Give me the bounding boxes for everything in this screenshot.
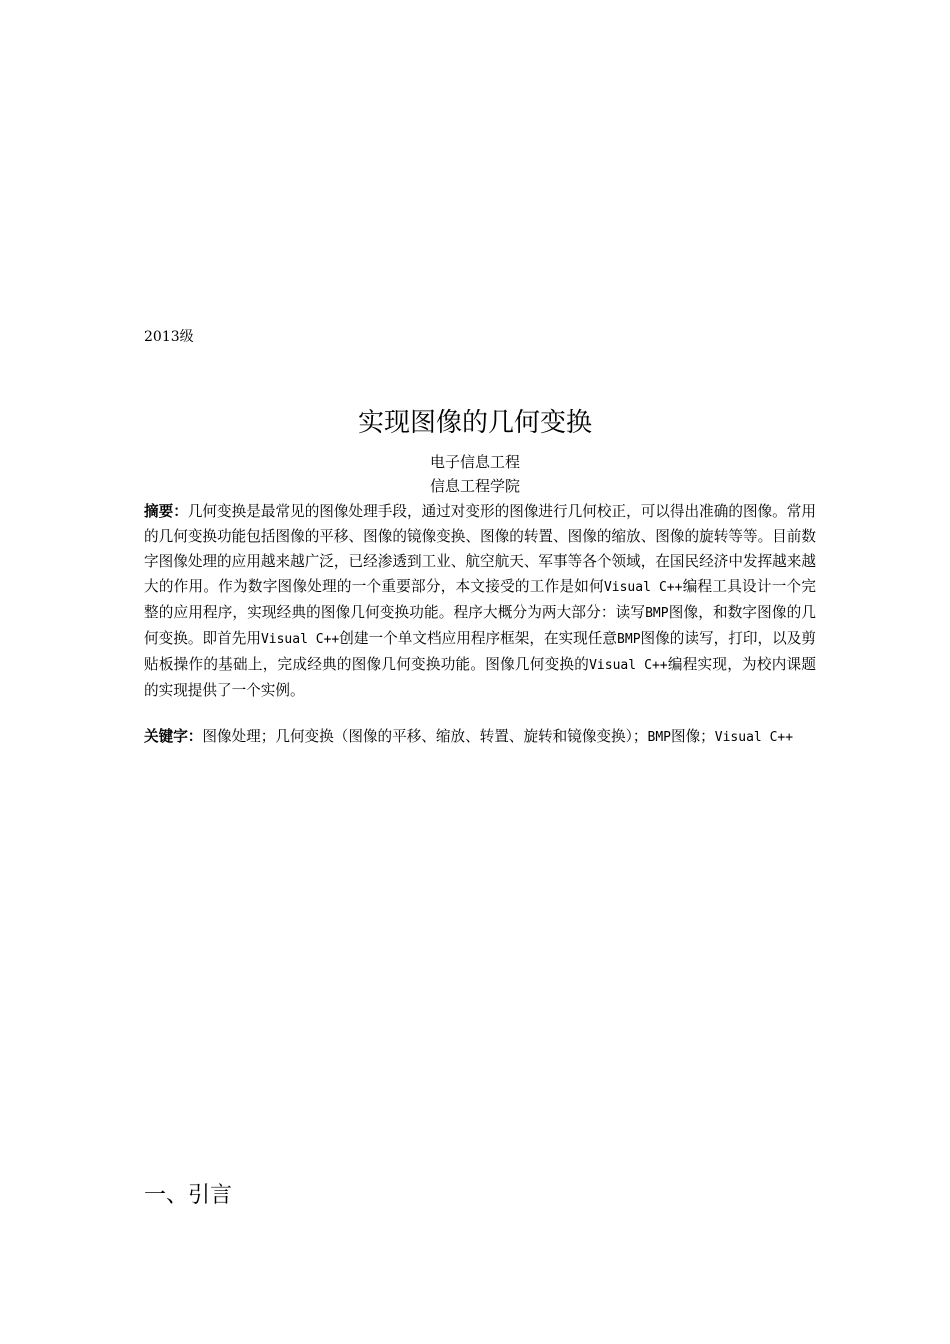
abstract-text: 图像，和数字图像的几何变换。即首先用 [144, 604, 816, 647]
school-name: 信息工程学院 [429, 477, 520, 495]
abstract-text: 几何变换是最常见的图像处理手段，通过对变形的图像进行几何校正，可以得出准确的图像。常用的几何变换功能包括图像的平移、图像的镜像变换、图像的转置、图像的缩放、图像的旋转等等。目前数字图像处理的应用越来越广泛，已经渗透到工业、航空航天、军事等各个领域，在国民经济中发挥越来越大的作用。作为数字图像处理的一个重要部分，本文接受的工作是如何 [144, 503, 816, 595]
keywords-text: 图像处理；几何变换（图像的平移、缩放、转置、旋转和镜像变换）； [202, 728, 648, 745]
keywords-text: 图像； [670, 728, 715, 745]
abstract-label: 摘要： [144, 503, 188, 520]
abstract-text: 创建一个单文档应用程序框架，在实现任意 [339, 630, 618, 647]
keywords-paragraph [144, 724, 816, 750]
keywords-code-term: Visual C++ [714, 730, 794, 745]
keywords-code-term: BMP [647, 730, 671, 745]
department-name: 电子信息工程 [429, 453, 520, 471]
abstract-text: 编程实现，为校内课题的实现提供了一个实例。 [144, 656, 816, 699]
abstract-text: 图像的读写，打印，以及剪贴板操作的基础上，完成经典的图像几何变换功能。图像几何变换的 [144, 630, 816, 673]
abstract-text: 编程工具设计一个完整的应用程序，实现经典的图像几何变换功能。程序大概分为两大部分：读写 [144, 578, 816, 621]
section-heading-introduction: 一、引言 [144, 1183, 233, 1208]
abstract-code-term: Visual C++ [603, 580, 683, 595]
abstract-code-term: BMP [617, 632, 641, 647]
abstract-code-term: Visual C++ [589, 658, 668, 673]
keywords-label: 关键字： [144, 728, 203, 745]
abstract-paragraph [144, 499, 816, 703]
abstract-code-term: Visual C++ [260, 632, 340, 647]
paper-title: 实现图像的几何变换 [357, 408, 592, 438]
abstract-code-term: BMP [645, 606, 669, 621]
class-year: 2013级 [144, 329, 194, 345]
